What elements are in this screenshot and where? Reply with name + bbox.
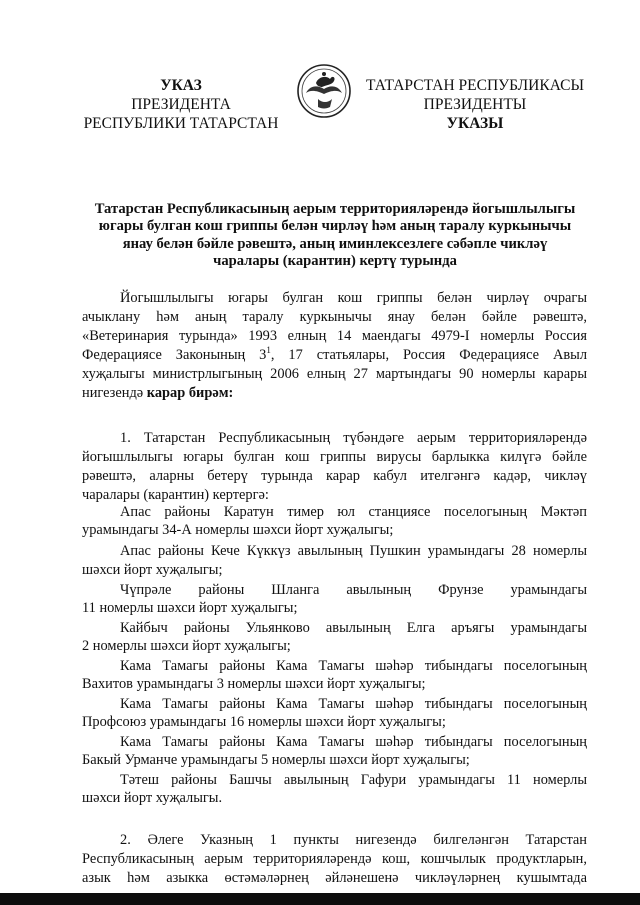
section1-line: Чүпрәле районы Шланга авылының Фрунзе урамындагы — [120, 582, 587, 598]
section1-line: шәхси йорт хуҗалыгы. — [82, 790, 223, 806]
title-line: югары булган кош гриппы белән чирләү һәм аның таралу куркынычы — [98, 218, 572, 235]
section1-line: Апас районы Каратун тимер юл станциясе поселогының Мәктәп — [120, 504, 587, 520]
section1-line: Кайбыч районы Ульянково авылының Елга аръягы урамындагы — [120, 620, 587, 636]
header-tatar-line-1: ТАТАРСТАН РЕСПУБЛИКАСЫ — [366, 77, 584, 94]
section1-line: Бакый Урманче урамындагы 5 номерлы шәхси йорт хуҗалыгы; — [82, 752, 470, 768]
section1-line: 2 номерлы шәхси йорт хуҗалыгы; — [82, 638, 291, 654]
decree-title — [70, 201, 600, 271]
section1-line: Вахитов урамындагы 3 номерлы шәхси йорт хуҗалыгы; — [82, 676, 426, 692]
section1-line: чаралары (карантин) кертергә: — [82, 487, 269, 503]
section1-line: Кама Тамагы районы Кама Тамагы шәһәр тибындагы поселогының — [120, 658, 587, 674]
title-line: Татарстан Республикасының аерым территорияләрендә йогышлылыгы — [94, 201, 576, 217]
preamble-law-ref-cont: , 17 статьялары, Россия Федерациясе Авыл — [270, 347, 587, 363]
header-tatar-line-2: ПРЕЗИДЕНТЫ — [423, 96, 527, 113]
section1-line: Кама Тамагы районы Кама Тамагы шәһәр тибындагы поселогының — [120, 696, 587, 712]
section1-line: Кама Тамагы районы Кама Тамагы шәһәр тибындагы поселогының — [120, 734, 587, 750]
header-tatar — [360, 76, 590, 133]
section1-line: Тәтеш районы Башчы авылының Гафури урамындагы 11 номерлы — [120, 772, 587, 788]
preamble-line: Йогышлылыгы югары булган кош гриппы белән чирләү очрагы — [120, 290, 587, 306]
scan-bottom-edge — [0, 893, 640, 905]
section2-line: Республикасының аерым территорияләрендә кош, кошчылык продуктларын, — [82, 851, 587, 867]
section1-line: шәхси йорт хуҗалыгы; — [82, 562, 223, 578]
title-line: янау белән бәйле рәвештә, аның иминлексезлеге сәбәпле чикләү — [122, 235, 548, 252]
section1-line: Апас районы Кече Күккүз авылының Пушкин урамындагы 28 номерлы — [120, 543, 587, 559]
section1-line: 11 номерлы шәхси йорт хуҗалыгы; — [82, 600, 298, 616]
preamble-line — [82, 347, 587, 364]
preamble-superscript: 1 — [266, 345, 271, 355]
preamble-line: хуҗалыгы министрлыгының 2006 елның 27 мартындагы 90 номерлы карары — [82, 366, 587, 382]
section2-line: азык һәм азыкка өстәмәләрнең әйләнешенә чикләүләрнең кушымтада — [82, 870, 587, 886]
decision-phrase: карар бирәм: — [146, 385, 234, 401]
section1-line: урамындагы 34-А номерлы шәхси йорт хуҗалыгы; — [82, 522, 394, 538]
section2-line: 2. Әлеге Указның 1 пункты нигезендә билгеләнгән Татарстан — [120, 832, 587, 848]
preamble-line — [82, 385, 587, 402]
tatarstan-emblem-icon — [296, 63, 352, 119]
header-russian-line-3: РЕСПУБЛИКИ ТАТАРСТАН — [83, 115, 279, 132]
preamble-law-ref: Федерациясе Законының 3 — [82, 347, 267, 363]
header-russian-line-2: ПРЕЗИДЕНТА — [131, 96, 231, 113]
section1-line: 1. Татарстан Республикасының түбәндәге аерым территорияләрендә — [120, 430, 587, 446]
section1-line: йогышлылыгы югары булган кош гриппы вирусы барлыкка килүгә бәйле — [82, 449, 587, 465]
preamble-line: «Ветеринария турында» 1993 елның 14 маендагы 4979-I номерлы Россия — [82, 328, 587, 344]
section1-line: Профсоюз урамындагы 16 номерлы шәхси йорт хуҗалыгы; — [82, 714, 446, 730]
section1-line: рәвештә, аларны бетерү турында карар кабул ителгәнгә кадәр, чикләү — [82, 468, 587, 484]
preamble-basis: нигезендә — [82, 385, 147, 401]
header-russian-line-1: УКАЗ — [160, 77, 202, 94]
preamble-line: ачыклану һәм аның таралу куркынычы янау белән бәйле рәвештә, — [82, 309, 587, 325]
title-line: чаралары (карантин) кертү турында — [213, 253, 457, 270]
header-tatar-line-3: УКАЗЫ — [446, 115, 504, 132]
header-russian — [70, 76, 292, 133]
